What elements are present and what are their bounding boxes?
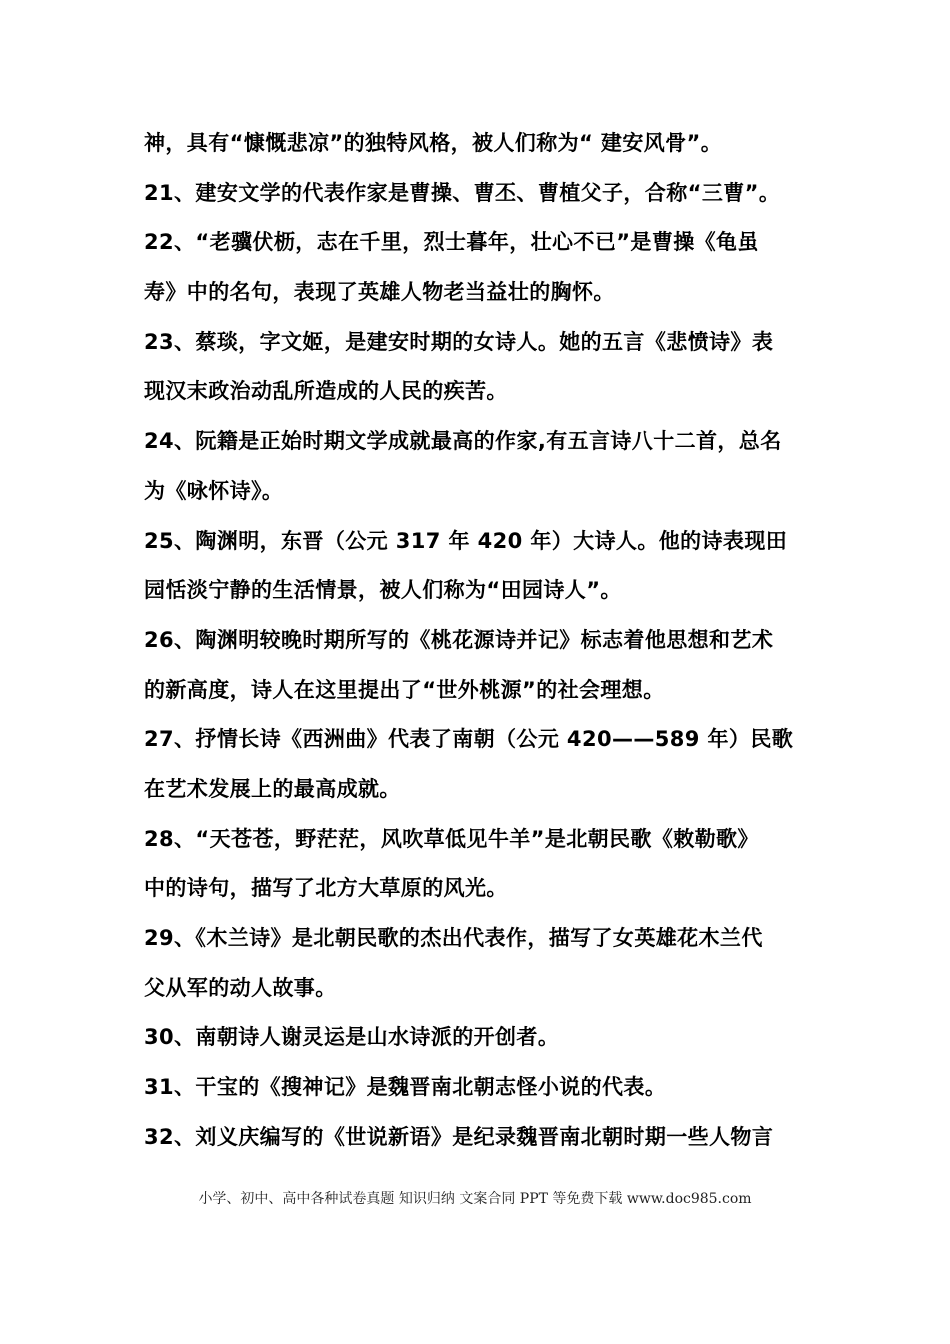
text-line: 园恬淡宁静的生活情景，被人们称为“田园诗人”。 (144, 578, 622, 603)
text-line: 28、“天苍苍，野茫茫，风吹草低见牛羊”是北朝民歌《敕勒歌》 (144, 826, 759, 851)
page-footer: 小学、初中、高中各种试卷真题 知识归纳 文案合同 PPT 等免费下载 www.doc985.com (198, 1191, 752, 1207)
text-line: 29、《木兰诗》是北朝民歌的杰出代表作，描写了女英雄花木兰代 (144, 926, 763, 950)
text-line: 的新高度，诗人在这里提出了“世外桃源”的社会理想。 (144, 677, 665, 702)
text-line: 26、陶渊明较晚时期所写的《桃花源诗并记》标志着他思想和艺术 (144, 627, 774, 652)
text-line: 27、抒情长诗《西洲曲》代表了南朝（公元 420——589 年）民歌 (144, 727, 794, 752)
text-line: 31、干宝的《搜神记》是魏晋南北朝志怪小说的代表。 (144, 1075, 667, 1100)
text-line: 24、阮籍是正始时期文学成就最高的作家,有五言诗八十二首，总名 (144, 429, 782, 454)
text-line: 神，具有“慷慨悲凉”的独特风格，被人们称为“ 建安风骨”。 (144, 131, 723, 155)
text-line: 现汉末政治动乱所造成的人民的疾苦。 (144, 379, 508, 404)
text-line: 为《咏怀诗》。 (144, 478, 284, 503)
text-line: 23、蔡琰，字文姬，是建安时期的女诗人。她的五言《悲愤诗》表 (144, 329, 774, 354)
document-body (144, 119, 812, 1162)
text-line: 在艺术发展上的最高成就。 (144, 776, 401, 801)
text-line: 22、“老骥伏枥，志在千里，烈士暮年，壮心不已”是曹操《龟虽 (144, 230, 759, 255)
text-line: 父从军的动人故事。 (144, 975, 337, 1000)
text-line: 25、陶渊明，东晋（公元 317 年 420 年）大诗人。他的诗表现田 (144, 528, 788, 553)
text-line: 21、建安文学的代表作家是曹操、曹丕、曹植父子，合称“三曹”。 (144, 180, 781, 205)
text-line: 30、南朝诗人谢灵运是山水诗派的开创者。 (144, 1025, 560, 1050)
text-line: 中的诗句，描写了北方大草原的风光。 (144, 876, 508, 901)
text-line: 32、刘义庆编写的《世说新语》是纪录魏晋南北朝时期一些人物言 (144, 1124, 774, 1149)
text-line: 寿》中的名句，表现了英雄人物老当益壮的胸怀。 (144, 280, 615, 305)
